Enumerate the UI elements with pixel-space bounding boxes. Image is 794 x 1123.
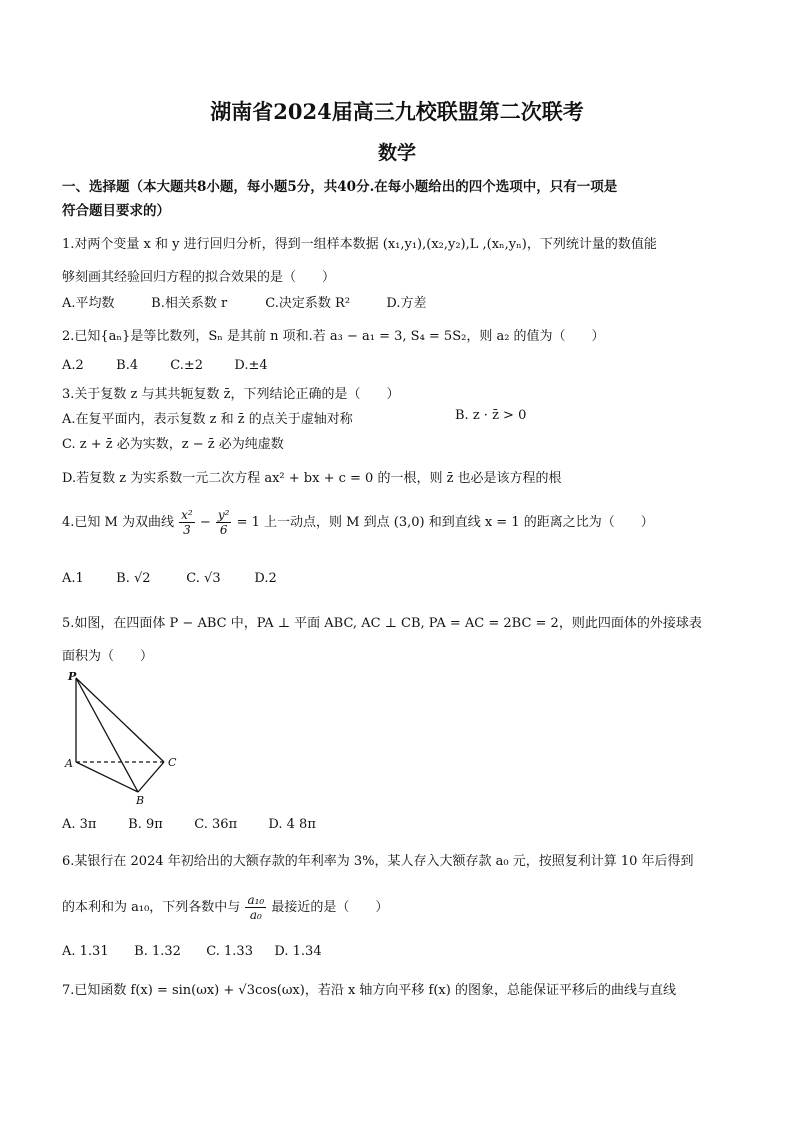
- label-p: P: [68, 670, 77, 683]
- option-d: D. 1.34: [274, 944, 322, 959]
- subject-title: 数学: [377, 142, 416, 164]
- label-c: C: [168, 756, 177, 769]
- question-5-stem-cont: 面积为（ ）: [62, 649, 154, 664]
- option-c: C.决定系数 R²: [265, 296, 351, 311]
- question-4-options: [62, 571, 277, 586]
- question-3-option-d: D.若复数 z 为实系数一元二次方程 ax² + bx + c = 0 的一根，则 z̄ 也必是该方程的根: [62, 471, 562, 486]
- label-a: A: [65, 757, 73, 770]
- question-6-stem-cont: [62, 893, 388, 922]
- question-1-options: [62, 292, 427, 311]
- exam-title: 湖南省2024届高三九校联盟第二次联考: [210, 99, 584, 124]
- fraction-a10-over-a0: $\frac{\text{a₁₀}}{\text{a₀}}$: [247, 893, 265, 922]
- question-6-suffix: 最接近的是（ ）: [271, 900, 389, 915]
- label-b: B: [136, 794, 145, 807]
- option-d: D. 4 8π: [268, 817, 316, 832]
- question-6-prefix: 的本利和为 a₁₀，下列各数中与: [62, 900, 241, 915]
- question-3-option-a: A.在复平面内，表示复数 z 和 z̄ 的点关于虚轴对称: [62, 412, 353, 427]
- question-7-stem: 7.已知函数 f(x) = sin(ωx) + √3cos(ωx)，若沿 x 轴方向平移 f(x) 的图象，总能保证平移后的曲线与直线: [62, 983, 676, 998]
- option-c: C. 1.33: [206, 944, 253, 959]
- question-5-options: [62, 817, 316, 832]
- option-b: B. √2: [116, 571, 151, 586]
- option-b: B.相关系数 r: [151, 296, 228, 311]
- fraction-x2-over-3: $\frac{\text{x²}}{3}$: [181, 508, 193, 537]
- question-6-stem: 6.某银行在 2024 年初给出的大额存款的年利率为 3%，某人存入大额存款 a₀ 元，按照复利计算 10 年后得到: [62, 854, 694, 869]
- option-d: D.2: [254, 571, 277, 586]
- section-heading: 一、选择题（本大题共8小题，每小题5分，共40分.在每小题给出的四个选项中，只有一项是: [62, 179, 618, 195]
- question-2-options: [62, 358, 268, 373]
- question-4-stem: [62, 508, 654, 537]
- option-b: B. 1.32: [134, 944, 181, 959]
- option-b: B. 9π: [128, 817, 163, 832]
- question-2-stem: 2.已知{aₙ}是等比数列，Sₙ 是其前 n 项和.若 a₃ − a₁ = 3, S₄ = 5S₂，则 a₂ 的值为（ ）: [62, 329, 605, 344]
- option-d: D.±4: [234, 358, 268, 373]
- question-1-stem: 1.对两个变量 x 和 y 进行回归分析，得到一组样本数据 (x₁,y₁),(x₂,y₂),L ,(xₙ,yₙ)，下列统计量的数值能: [62, 237, 657, 252]
- question-3-option-b: B. z · z̄ > 0: [455, 408, 527, 423]
- question-3-option-c: C. z + z̄ 必为实数，z − z̄ 必为纯虚数: [62, 437, 284, 452]
- option-a: A.2: [62, 358, 84, 373]
- option-a: A. 3π: [62, 817, 97, 832]
- option-a: A.1: [62, 571, 84, 586]
- option-d: D.方差: [386, 296, 427, 311]
- question-4-prefix: 4.已知 M 为双曲线: [62, 515, 174, 530]
- option-c: C.±2: [170, 358, 204, 373]
- tetrahedron-figure: [64, 668, 180, 808]
- minus-sign: −: [199, 515, 211, 530]
- question-6-options: [62, 944, 322, 959]
- option-c: C. 36π: [194, 817, 238, 832]
- option-b: B.4: [116, 358, 139, 373]
- option-c: C. √3: [186, 571, 221, 586]
- fraction-y2-over-6: $\frac{\text{y²}}{6}$: [217, 508, 230, 537]
- option-a: A. 1.31: [62, 944, 109, 959]
- question-3-stem: 3.关于复数 z 与其共轭复数 z̄，下列结论正确的是（ ）: [62, 387, 400, 402]
- option-a: A.平均数: [62, 296, 115, 311]
- question-4-suffix: = 1 上一动点，则 M 到点 (3,0) 和到直线 x = 1 的距离之比为（ ）: [236, 515, 654, 530]
- question-5-stem: 5.如图，在四面体 P − ABC 中，PA ⊥ 平面 ABC, AC ⊥ CB, PA = AC = 2BC = 2，则此四面体的外接球表: [62, 616, 702, 631]
- question-1-stem-cont: 够刻画其经验回归方程的拟合效果的是（ ）: [62, 270, 336, 285]
- section-heading-cont: 符合题目要求的）: [62, 203, 170, 219]
